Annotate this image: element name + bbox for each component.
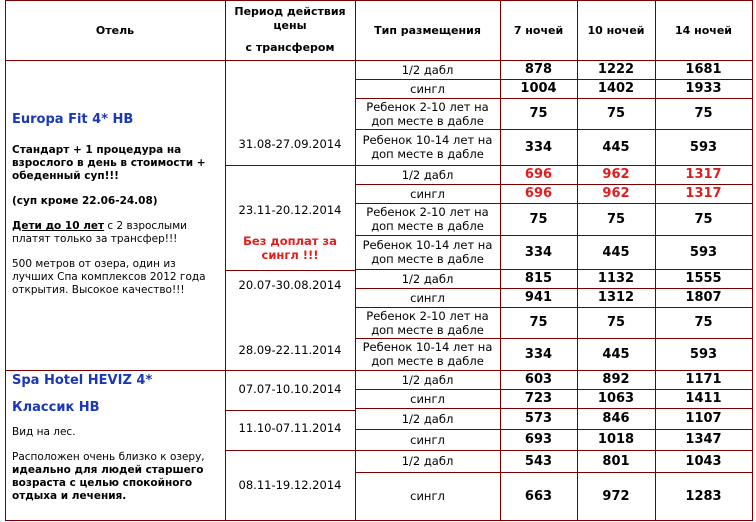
period: 23.11-20.12.2014 xyxy=(238,203,342,217)
price-7-nights: 334 xyxy=(524,346,553,362)
price-7-nights: 663 xyxy=(524,488,553,504)
price-7-nights: 941 xyxy=(524,290,553,305)
price-7-nights: 693 xyxy=(524,432,553,447)
header-10-nights: 10 ночей xyxy=(587,23,645,37)
price-7-nights: 696 xyxy=(524,186,553,201)
price-14-nights: 1171 xyxy=(685,372,722,387)
price-10-nights: 1132 xyxy=(597,271,635,286)
price-14-nights: 593 xyxy=(689,244,718,260)
grid-line xyxy=(752,0,753,521)
grid-line xyxy=(355,338,752,339)
hotel-note: (суп кроме 22.06-24.08) xyxy=(12,195,158,207)
grid-line xyxy=(355,165,752,166)
price-14-nights: 1933 xyxy=(685,81,722,96)
grid-line xyxy=(355,203,752,204)
grid-line xyxy=(355,129,752,130)
grid-line xyxy=(225,370,355,371)
grid-line xyxy=(225,270,355,271)
period: 07.07-10.10.2014 xyxy=(238,382,342,396)
room-type-cell: сингл xyxy=(410,290,445,305)
price-7-nights: 573 xyxy=(524,411,553,426)
grid-line xyxy=(5,0,752,1)
grid-line xyxy=(5,370,225,371)
hotel-europa-fit xyxy=(12,113,220,297)
price-7-nights: 334 xyxy=(524,139,553,155)
hotel-room-class: Классик HB xyxy=(12,400,100,415)
price-7-nights: 878 xyxy=(524,62,553,77)
price-7-nights: 334 xyxy=(524,244,553,260)
room-type-cell: сингл xyxy=(410,81,445,96)
grid-line xyxy=(355,370,752,371)
period: 08.11-19.12.2014 xyxy=(238,478,342,492)
price-14-nights: 1681 xyxy=(685,62,722,77)
period: 31.08-27.09.2014 xyxy=(238,137,342,151)
price-14-nights: 1043 xyxy=(685,453,722,469)
price-7-nights: 723 xyxy=(524,391,553,406)
price-14-nights: 1283 xyxy=(685,488,722,504)
price-7-nights: 603 xyxy=(524,372,553,387)
room-type-cell: Ребенок 2-10 лет на доп месте в дабле xyxy=(366,99,489,128)
price-10-nights: 1018 xyxy=(597,432,635,447)
room-type-cell: Ребенок 10-14 лет на доп месте в дабле xyxy=(362,238,493,266)
hotel-spa-heviz xyxy=(12,374,220,503)
price-14-nights: 75 xyxy=(694,106,713,121)
room-type-cell: Ребенок 2-10 лет на доп месте в дабле xyxy=(366,205,489,233)
price-10-nights: 1402 xyxy=(597,81,635,96)
header-period-line1: Период действия xyxy=(234,5,346,18)
room-type-cell: Ребенок 10-14 лет на доп месте в дабле xyxy=(362,340,493,368)
price-14-nights: 1347 xyxy=(685,432,722,447)
price-10-nights: 972 xyxy=(602,488,630,504)
hotel-view: Вид на лес. xyxy=(12,426,76,438)
room-type-cell: сингл xyxy=(410,489,445,503)
period: 28.09-22.11.2014 xyxy=(238,343,342,357)
grid-line xyxy=(355,450,752,451)
price-10-nights: 801 xyxy=(602,453,630,469)
room-type-cell: Ребенок 10-14 лет на доп месте в дабле xyxy=(362,133,493,161)
kids-offer-title: Дети до 10 лет xyxy=(12,220,105,232)
hotel-kids-offer xyxy=(12,220,220,246)
price-10-nights: 1063 xyxy=(597,391,635,406)
header-7-nights: 7 ночей xyxy=(513,23,564,37)
price-14-nights: 1317 xyxy=(685,167,722,182)
grid-line xyxy=(225,450,355,451)
header-period xyxy=(225,0,355,60)
room-type-cell: 1/2 дабл xyxy=(401,372,454,387)
price-10-nights: 445 xyxy=(602,346,630,362)
price-10-nights: 75 xyxy=(606,211,626,227)
grid-line xyxy=(577,0,578,520)
price-7-nights: 815 xyxy=(524,271,553,286)
period: 11.10-07.11.2014 xyxy=(238,421,342,435)
price-14-nights: 1555 xyxy=(685,271,722,286)
price-7-nights: 696 xyxy=(524,167,553,182)
grid-line xyxy=(655,0,656,520)
grid-line xyxy=(355,389,752,390)
price-10-nights: 75 xyxy=(606,315,626,330)
price-10-nights: 892 xyxy=(602,372,630,387)
hotel-name: Europa Fit 4* HB xyxy=(12,112,134,127)
price-10-nights: 846 xyxy=(602,411,630,426)
period: 20.07-30.08.2014 xyxy=(238,278,342,292)
room-type-cell: 1/2 дабл xyxy=(401,271,454,286)
price-14-nights: 593 xyxy=(689,139,718,155)
grid-line xyxy=(225,410,355,411)
grid-line xyxy=(355,98,752,99)
grid-line xyxy=(355,235,752,236)
price-7-nights: 75 xyxy=(529,211,548,227)
grid-line xyxy=(355,408,752,409)
room-type-cell: сингл xyxy=(410,432,445,447)
grid-line xyxy=(355,429,752,430)
grid-line xyxy=(355,269,752,270)
grid-line xyxy=(5,520,752,521)
grid-line xyxy=(355,307,752,308)
price-7-nights: 75 xyxy=(529,106,548,121)
price-10-nights: 445 xyxy=(602,244,630,260)
grid-line xyxy=(500,0,501,520)
grid-line xyxy=(5,0,6,520)
hotel-name: Spa Hotel HEVIZ 4* xyxy=(12,373,153,388)
grid-line xyxy=(225,0,226,520)
price-10-nights: 1312 xyxy=(597,290,635,305)
grid-line xyxy=(225,165,355,166)
room-type-cell: 1/2 дабл xyxy=(401,411,454,426)
grid-line xyxy=(355,472,752,473)
room-type-cell: Ребенок 2-10 лет на доп месте в дабле xyxy=(366,308,489,337)
price-14-nights: 75 xyxy=(694,315,713,330)
price-7-nights: 75 xyxy=(529,315,548,330)
price-10-nights: 445 xyxy=(602,139,630,155)
price-7-nights: 543 xyxy=(524,453,553,469)
price-14-nights: 75 xyxy=(694,211,713,227)
header-period-line3: с трансфером xyxy=(245,41,335,54)
price-10-nights: 75 xyxy=(606,106,626,121)
grid-line xyxy=(355,184,752,185)
grid-line xyxy=(355,0,356,520)
header-period-line2: цены xyxy=(273,19,307,32)
price-7-nights: 1004 xyxy=(520,81,557,96)
header-hotel: Отель xyxy=(95,23,135,37)
price-10-nights: 962 xyxy=(602,186,630,201)
hotel-description-b: идеально для людей старшего возраста с целью спокойного отдыха и лечения. xyxy=(12,464,204,502)
room-type-cell: сингл xyxy=(410,186,445,201)
header-room-type: Тип размещения xyxy=(374,23,481,37)
hotel-description: 500 метров от озера, один из лучших Спа комплексов 2012 года открытия. Высокое качество!!! xyxy=(12,258,206,296)
hotel-description-a: Расположен очень близко к озеру, xyxy=(12,451,205,463)
room-type-cell: сингл xyxy=(410,391,445,406)
price-14-nights: 1807 xyxy=(685,290,722,305)
grid-line xyxy=(5,60,752,61)
price-10-nights: 1222 xyxy=(597,62,635,77)
grid-line xyxy=(355,288,752,289)
price-14-nights: 593 xyxy=(689,346,718,362)
header-14-nights: 14 ночей xyxy=(674,23,732,37)
hotel-description xyxy=(12,451,220,503)
promo-no-single-supplement: Без доплат за сингл !!! xyxy=(243,234,337,262)
price-10-nights: 962 xyxy=(602,167,630,182)
grid-line xyxy=(355,79,752,80)
price-14-nights: 1107 xyxy=(685,411,722,426)
kids-offer-text: с 2 взрослыми платят только за трансфер!!! xyxy=(12,220,187,245)
price-14-nights: 1317 xyxy=(685,186,722,201)
room-type-cell: 1/2 дабл xyxy=(401,167,454,182)
room-type-cell: 1/2 дабл xyxy=(401,62,454,77)
room-type-cell: 1/2 дабл xyxy=(401,454,454,468)
price-14-nights: 1411 xyxy=(685,391,722,406)
hotel-offer: Стандарт + 1 процедура на взрослого в день в стоимости + обеденный суп!!! xyxy=(12,144,206,182)
